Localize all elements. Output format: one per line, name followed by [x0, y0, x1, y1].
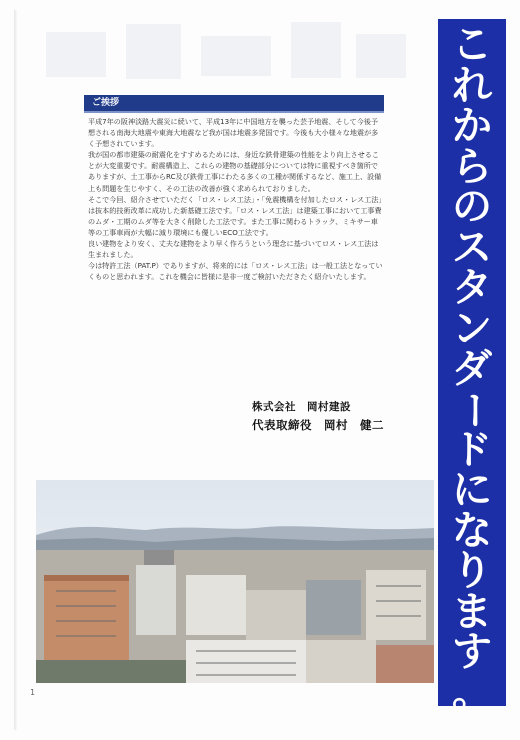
banner-char: れ — [452, 62, 492, 109]
banner-char: に — [452, 467, 492, 513]
banner-char: ま — [452, 588, 492, 635]
representative-name: 代表取締役 岡村 健二 — [252, 418, 384, 432]
greeting-paragraph: そこで今回、紹介させていただく「ロス・レス工法」・「免震機構を付加したロス・レス工法」は抜本的技術改革に成功した新基礎工法です。「ロス・レス工法」は建築工事において工事費のムダ・工期のムダ等を大きく削除した工法です。また工事に関わるトラック、ミキサー車等の工事車両が大幅に減り環境にも優しいECO工法です。 — [88, 194, 382, 237]
banner-char: な — [452, 507, 492, 554]
company-name: 株式会社 岡村建設 — [252, 401, 351, 413]
greeting-paragraph: 良い建物をより安く、丈夫な建物をより早く作ろうという理念に基づいてロス・レス工法は生まれました。 — [88, 239, 379, 260]
city-skyline-image — [36, 480, 434, 683]
banner-char: 。 — [452, 669, 492, 716]
background-watermark — [36, 14, 416, 84]
banner-char: ら — [452, 143, 492, 190]
greeting-paragraph: 平成7年の阪神淡路大震災に続いて、平成13年に中国地方を襲った芸予地震、そして今後予想される南海大地震や東海大地震など我が国は地震多発国です。今後も大小様々な地震が多く予想されています。 — [88, 117, 379, 149]
banner-char: ダ — [452, 346, 492, 392]
tagline-banner — [438, 19, 506, 716]
city-skyline-photo — [36, 480, 434, 683]
banner-char: す — [452, 629, 492, 675]
banner-char: ド — [452, 426, 492, 473]
greeting-heading: ご挨拶 — [84, 95, 384, 111]
heading-underline — [84, 111, 384, 113]
banner-char: か — [452, 103, 492, 149]
greeting-body — [88, 116, 384, 282]
banner-char: ン — [452, 305, 492, 352]
banner-char: の — [452, 184, 492, 230]
banner-char: ー — [449, 389, 496, 430]
banner-char: ス — [452, 224, 492, 271]
greeting-paragraph: 今は特許工法（PAT.P）でありますが、将来的には「ロス・レス工法」は一般工法となっていくものと思われます。これを機会に皆様に是非一度ご検討いただきたく紹介いたします。 — [88, 261, 383, 282]
banner-char: タ — [452, 265, 492, 311]
greeting-paragraph: 我が国の都市建築の耐震化をすすめるためには、身近な鉄骨建築の性能をより向上させることが大変重要です。耐震構造上、これらの建物の基礎部分については特に重視すべき箇所でありますが、土工事からRC及び鉄骨工事にわたる多くの工種が関係するなど、施工上、設備上も問題を生じやすく、その工法の改善が強く求められておりました。 — [88, 150, 382, 193]
banner-char: こ — [452, 22, 492, 68]
page-number: 1 — [30, 688, 36, 697]
banner-char: り — [452, 548, 492, 594]
binding-shadow — [14, 10, 18, 730]
